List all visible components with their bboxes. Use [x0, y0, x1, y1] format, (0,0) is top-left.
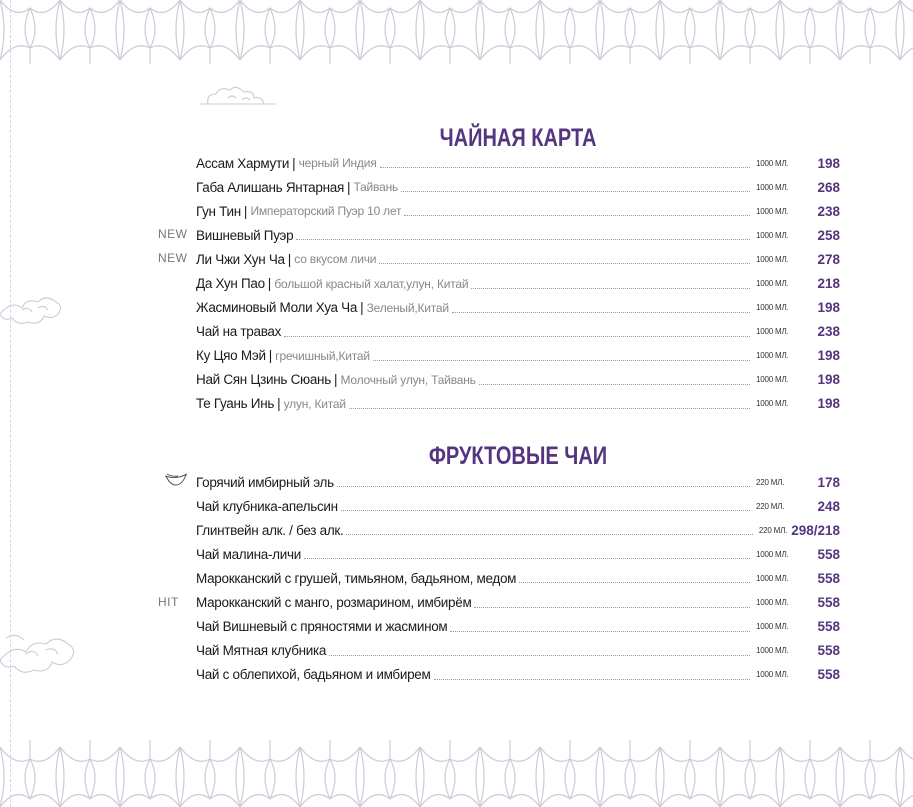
menu-item-row — [196, 199, 840, 223]
dotted-leader — [373, 359, 750, 361]
menu-item-badge: HIT — [158, 594, 179, 609]
menu-item-name: Най Сян Цзинь Сюань — [196, 372, 331, 388]
dotted-leader — [304, 557, 750, 559]
menu-item-row — [196, 175, 840, 199]
section-title-fruit-teas: ФРУКТОВЫЕ ЧАИ — [428, 442, 608, 470]
dotted-leader — [452, 311, 750, 313]
menu-item-volume: 1000 МЛ. — [756, 670, 789, 680]
menu-item-separator: | — [267, 276, 272, 292]
menu-item-price: 198 — [817, 396, 840, 412]
menu-item-row — [196, 247, 840, 271]
menu-item-price: 238 — [817, 203, 840, 219]
menu-item-description: черный Индия — [298, 156, 377, 171]
tea-cup-icon — [164, 473, 188, 487]
dotted-leader — [296, 238, 750, 240]
menu-item-volume: 220 МЛ. — [756, 501, 785, 511]
menu-item-price: 558 — [817, 643, 840, 659]
menu-item-price: 298/218 — [791, 522, 840, 538]
menu-item-row — [196, 151, 840, 175]
dotted-leader — [401, 190, 750, 192]
menu-item-row — [196, 542, 840, 566]
menu-item-name: Чай малина-личи — [196, 546, 301, 562]
dotted-leader — [450, 630, 750, 632]
menu-item-volume: 1000 МЛ. — [756, 549, 789, 559]
menu-item-volume: 1000 МЛ. — [756, 573, 789, 583]
dotted-leader — [479, 383, 750, 385]
menu-item-name: Да Хун Пао — [196, 276, 265, 292]
menu-item-row — [196, 615, 840, 639]
menu-item-price: 238 — [817, 324, 840, 340]
menu-item-row — [196, 590, 840, 614]
cloud-ornament-icon — [0, 290, 64, 330]
menu-item-row — [196, 470, 840, 494]
menu-item-description: улун, Китай — [283, 396, 346, 411]
menu-item-price: 258 — [817, 227, 840, 243]
menu-item-row — [196, 320, 840, 344]
menu-item-name: Габа Алишань Янтарная — [196, 179, 344, 195]
menu-item-volume: 1000 МЛ. — [756, 327, 789, 337]
dotted-leader — [380, 166, 750, 168]
menu-item-volume: 1000 МЛ. — [756, 399, 789, 409]
menu-item-row — [196, 271, 840, 295]
section-title-tea-menu: ЧАЙНАЯ КАРТА — [439, 124, 597, 152]
menu-item-price: 218 — [817, 276, 840, 292]
menu-item-row — [196, 296, 840, 320]
menu-item-name: Гун Тин — [196, 203, 241, 219]
menu-item-volume: 1000 МЛ. — [756, 158, 789, 168]
menu-item-price: 558 — [817, 570, 840, 586]
menu-item-price: 198 — [817, 155, 840, 171]
dotted-leader — [519, 581, 750, 583]
menu-item-volume: 1000 МЛ. — [756, 375, 789, 385]
menu-item-name: Чай Мятная клубника — [196, 643, 327, 659]
menu-item-name: Вишневый Пуэр — [196, 227, 294, 243]
menu-item-row — [196, 518, 840, 542]
menu-item-description: Тайвань — [353, 180, 399, 195]
menu-item-name: Чай на травах — [196, 324, 282, 340]
menu-item-price: 558 — [817, 595, 840, 611]
menu-item-volume: 1000 МЛ. — [756, 254, 789, 264]
menu-item-volume: 1000 МЛ. — [756, 646, 789, 656]
menu-item-separator: | — [333, 372, 338, 388]
menu-item-row — [196, 494, 840, 518]
menu-item-badge: NEW — [158, 251, 188, 266]
menu-item-name: Горячий имбирный эль — [196, 474, 334, 490]
left-dashed-margin-line — [10, 0, 11, 807]
menu-item-description: со вкусом личи — [294, 252, 377, 267]
menu-item-description: Молочный улун, Тайвань — [340, 372, 476, 387]
menu-item-price: 198 — [817, 300, 840, 316]
menu-item-volume: 1000 МЛ. — [756, 303, 789, 313]
dotted-leader — [474, 606, 750, 608]
dotted-leader — [337, 485, 750, 487]
tea-menu-list — [196, 151, 840, 416]
menu-item-name: Ли Чжи Хун Ча — [196, 251, 285, 267]
dotted-leader — [349, 407, 750, 409]
menu-item-price: 178 — [817, 474, 840, 490]
menu-item-price: 558 — [817, 619, 840, 635]
menu-item-separator: | — [287, 251, 292, 267]
menu-item-separator: | — [277, 396, 281, 412]
menu-item-description: гречишный,Китай — [275, 348, 370, 363]
menu-item-price: 278 — [817, 251, 840, 267]
dotted-leader — [434, 678, 751, 680]
menu-item-name: Ку Цяо Мэй — [196, 348, 266, 364]
cloud-ornament-icon — [0, 630, 78, 680]
menu-item-description: Зеленый,Китай — [366, 300, 449, 315]
top-lattice-border — [0, 0, 913, 64]
dotted-leader — [284, 335, 750, 337]
dotted-leader — [379, 262, 750, 264]
menu-item-volume: 1000 МЛ. — [756, 230, 789, 240]
menu-item-row — [196, 223, 840, 247]
menu-item-volume: 1000 МЛ. — [756, 182, 789, 192]
menu-item-row — [196, 344, 840, 368]
menu-item-price: 558 — [817, 546, 840, 562]
menu-item-volume: 220 МЛ. — [758, 525, 788, 535]
menu-item-price: 198 — [817, 372, 840, 388]
dotted-leader — [471, 287, 750, 289]
menu-item-separator: | — [346, 179, 351, 195]
menu-item-separator: | — [292, 155, 296, 171]
menu-item-name: Чай с облепихой, бадьяном и имбирем — [196, 667, 431, 683]
menu-item-badge: NEW — [158, 227, 188, 242]
menu-item-price: 198 — [817, 348, 840, 364]
dotted-leader — [341, 509, 750, 511]
menu-item-separator: | — [268, 348, 273, 364]
menu-item-volume: 1000 МЛ. — [756, 622, 789, 632]
menu-item-volume: 1000 МЛ. — [756, 598, 789, 608]
menu-item-row — [196, 392, 840, 416]
menu-item-name: Марокканский с манго, розмарином, имбирём — [196, 595, 472, 611]
menu-item-volume: 1000 МЛ. — [756, 206, 789, 216]
menu-item-row — [196, 639, 840, 663]
menu-item-price: 248 — [817, 498, 840, 514]
bottom-lattice-border — [0, 740, 913, 807]
menu-item-row — [196, 663, 840, 687]
menu-item-volume: 1000 МЛ. — [756, 279, 789, 289]
menu-item-separator: | — [243, 203, 248, 219]
menu-item-name: Марокканский с грушей, тимьяном, бадьяном, медом — [196, 570, 517, 586]
dotted-leader — [329, 654, 750, 656]
menu-item-name: Чай Вишневый с пряностями и жасмином — [196, 619, 448, 635]
menu-item-name: Те Гуань Инь — [196, 396, 275, 412]
cloud-ornament-icon — [198, 84, 278, 110]
menu-item-name: Чай клубника-апельсин — [196, 498, 338, 514]
dotted-leader — [346, 533, 752, 535]
menu-item-volume: 220 МЛ. — [756, 477, 785, 487]
menu-item-row — [196, 566, 840, 590]
menu-item-description: Императорский Пуэр 10 лет — [250, 204, 402, 219]
menu-item-price: 558 — [817, 667, 840, 683]
dotted-leader — [404, 214, 750, 216]
menu-item-description: большой красный халат,улун, Китай — [274, 276, 469, 291]
menu-item-row — [196, 368, 840, 392]
menu-item-volume: 1000 МЛ. — [756, 351, 789, 361]
menu-item-separator: | — [360, 300, 364, 316]
menu-item-price: 268 — [817, 179, 840, 195]
menu-item-name: Жасминовый Моли Хуа Ча — [196, 300, 358, 316]
fruit-tea-list — [196, 470, 840, 687]
menu-item-name: Ассам Хармути — [196, 155, 290, 171]
menu-item-name: Глинтвейн алк. / без алк. — [196, 522, 344, 538]
